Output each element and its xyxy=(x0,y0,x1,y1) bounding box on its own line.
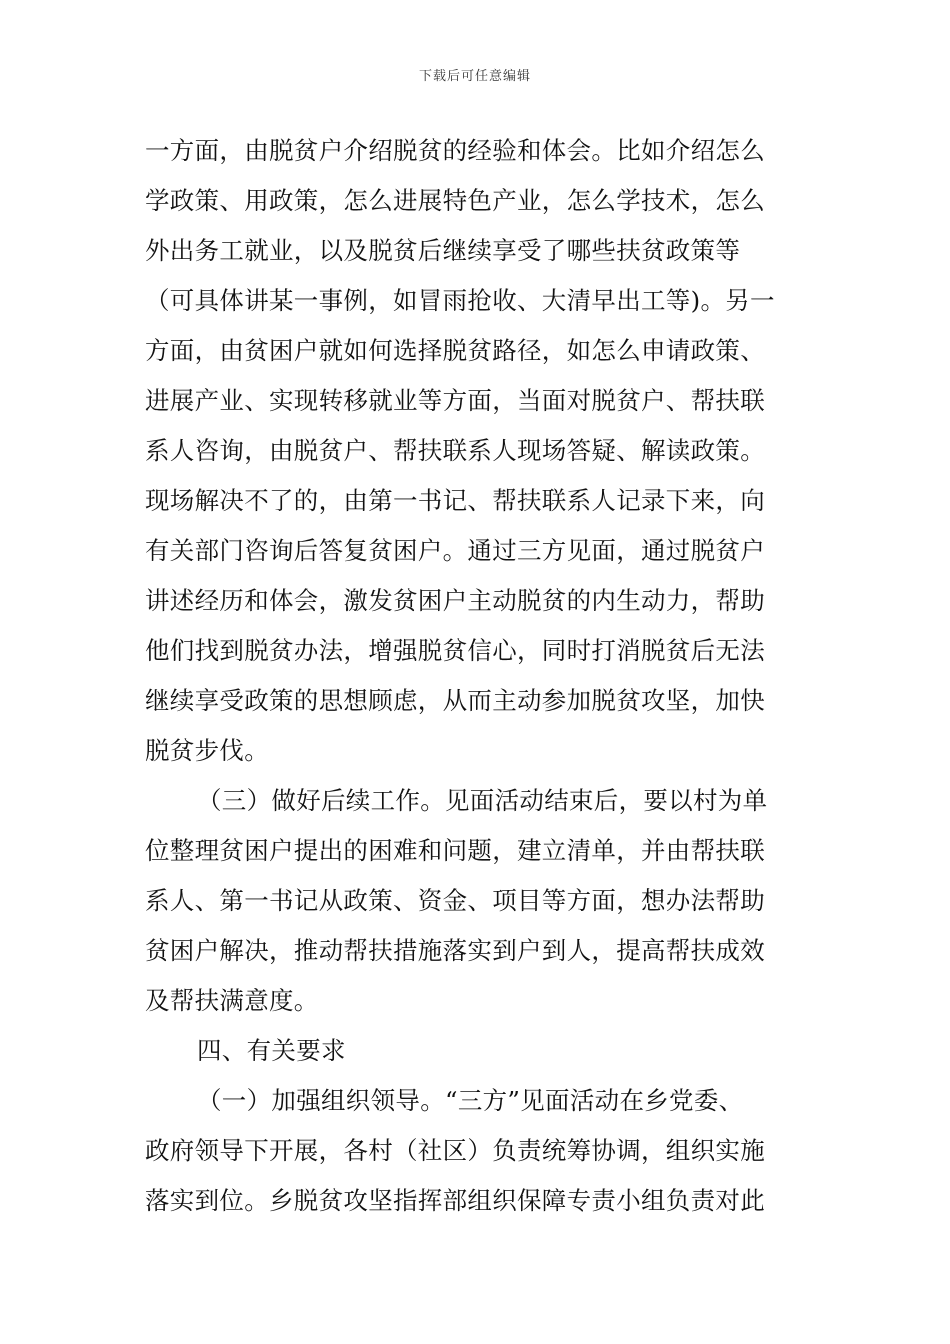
text-line: 有关部门咨询后答复贫困户。通过三方见面，通过脱贫户 xyxy=(145,536,765,565)
text-line: 贫困户解决，推动帮扶措施落实到户到人，提高帮扶成效 xyxy=(145,936,765,965)
text-line: 脱贫步伐。 xyxy=(145,736,269,765)
text-line: 讲述经历和体会，激发贫困户主动脱贫的内生动力，帮助 xyxy=(145,586,765,615)
text-line: 系人、第一书记从政策、资金、项目等方面，想办法帮助 xyxy=(145,886,765,915)
text-line: 系人咨询，由脱贫户、帮扶联系人现场答疑、解读政策。 xyxy=(145,436,765,465)
text-line: 现场解决不了的，由第一书记、帮扶联系人记录下来，向 xyxy=(145,486,765,515)
text-line: 政府领导下开展，各村（社区）负责统筹协调，组织实施 xyxy=(145,1136,765,1165)
text-line: 他们找到脱贫办法，增强脱贫信心，同时打消脱贫后无法 xyxy=(145,636,765,665)
text-line: 位整理贫困户提出的困难和问题，建立清单，并由帮扶联 xyxy=(145,836,765,865)
text-line: 及帮扶满意度。 xyxy=(145,986,319,1015)
text-line: 一方面，由脱贫户介绍脱贫的经验和体会。比如介绍怎么 xyxy=(145,136,765,165)
text-line: 学政策、用政策，怎么进展特色产业，怎么学技术，怎么 xyxy=(145,186,765,215)
text-line: （可具体讲某一事例，如冒雨抢收、大清早出工等)。另一 xyxy=(145,286,775,315)
text-line: 方面，由贫困户就如何选择脱贫路径，如怎么申请政策、 xyxy=(145,336,765,365)
text-line: 进展产业、实现转移就业等方面，当面对脱贫户、帮扶联 xyxy=(145,386,765,415)
text-line: 落实到位。乡脱贫攻坚指挥部组织保障专责小组负责对此 xyxy=(145,1186,765,1215)
text-line: 继续享受政策的思想顾虑，从而主动参加脱贫攻坚，加快 xyxy=(145,686,765,715)
paragraph-start-line: （三）做好后续工作。见面活动结束后，要以村为单 xyxy=(197,786,768,815)
section-heading: 四、有关要求 xyxy=(197,1036,346,1065)
page-header: 下载后可任意编辑 xyxy=(418,69,531,84)
document-body xyxy=(145,126,805,1226)
paragraph-start-line: （一）加强组织领导。“三方”见面活动在乡党委、 xyxy=(197,1086,744,1115)
text-line: 外出务工就业，以及脱贫后继续享受了哪些扶贫政策等 xyxy=(145,236,741,265)
